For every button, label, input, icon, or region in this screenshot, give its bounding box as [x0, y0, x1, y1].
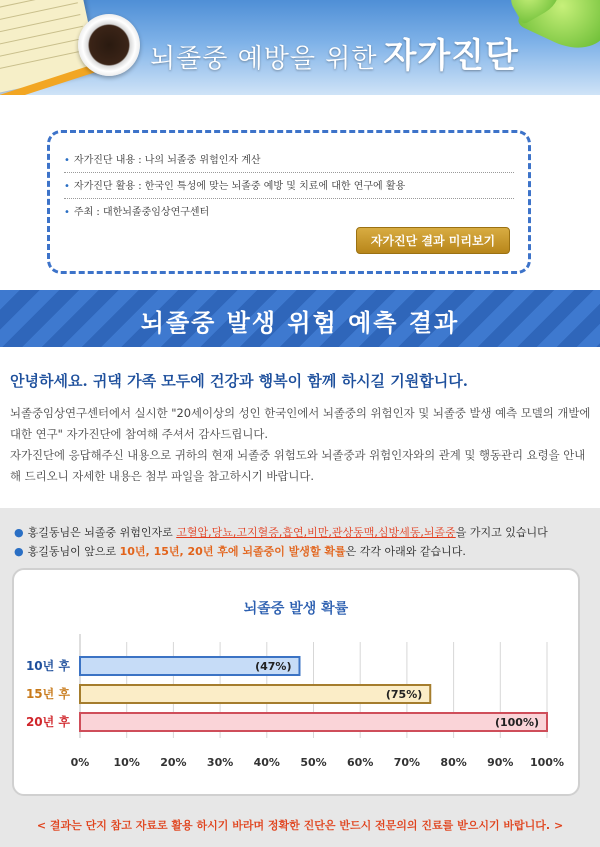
- x-tick-label: 20%: [160, 756, 187, 769]
- title-bold: 자가진단: [383, 36, 519, 76]
- risk-factor-prefix: 홍길동님은 뇌졸중 위험인자로: [27, 526, 177, 539]
- probability-prefix: 홍길동님이 앞으로: [27, 545, 120, 558]
- disclaimer-note: < 결과는 단지 참고 자료로 활용 하시기 바라며 정확한 진단은 반드시 전문의의 진료를 받으시기 바랍니다. >: [36, 819, 564, 832]
- result-title: 뇌졸중 발생 위험 예측 결과: [140, 309, 460, 337]
- preview-result-button[interactable]: 자가진단 결과 미리보기: [356, 227, 510, 254]
- chart-title: 뇌졸중 발생 확률: [243, 601, 349, 617]
- bullet-icon: ●: [14, 526, 24, 539]
- x-tick-label: 90%: [487, 756, 514, 769]
- x-tick-label: 100%: [530, 756, 564, 769]
- bullet-icon: •: [64, 207, 70, 218]
- data-label: (47%): [255, 660, 292, 673]
- probability-chart: [14, 570, 578, 794]
- category-label: 10년 후: [25, 659, 70, 673]
- header-banner: [0, 0, 600, 95]
- data-label: (75%): [385, 688, 423, 701]
- info-row-text: 자가진단 활용 : 한국인 특성에 맞는 뇌졸중 예방 및 치료에 대한 연구에 활용: [73, 181, 406, 192]
- risk-factor-line: [14, 524, 548, 540]
- probability-line: [14, 543, 466, 559]
- x-tick-label: 30%: [206, 756, 234, 769]
- category-label: 15년 후: [25, 687, 70, 701]
- title-prefix: 뇌졸중 예방을 위한: [150, 44, 378, 74]
- guide-paragraph: 자가진단에 응답해주신 내용으로 귀하의 현재 뇌졸중 위험도와 뇌졸중과 위험인자와의 관계 및 행동관리 요령을 안내해 드리오니 자세한 내용은 첨부 파일을 참고하시기 바랍니다.: [10, 448, 586, 483]
- x-tick-label: 40%: [253, 756, 280, 769]
- risk-factor-suffix: 을 가지고 있습니다: [455, 526, 548, 539]
- bar: [80, 685, 430, 703]
- probability-suffix: 은 각각 아래와 같습니다.: [345, 545, 466, 558]
- probability-highlight: 10년, 15년, 20년 후에 뇌졸중이 발생할 확률: [119, 545, 346, 558]
- x-tick-label: 50%: [300, 756, 327, 769]
- x-tick-label: 0%: [70, 756, 90, 769]
- intro-paragraph: 뇌졸중임상연구센터에서 실시한 "20세이상의 성인 한국인에서 뇌졸중의 위험인자 및 뇌졸중 발생 예측 모델의 개발에 대한 연구" 자가진단에 참여해 주셔서 감사드립니다.: [10, 406, 591, 441]
- x-tick-label: 60%: [347, 756, 374, 769]
- chart-container: [12, 568, 580, 796]
- page-title: [150, 28, 519, 77]
- category-label: 20년 후: [25, 715, 70, 729]
- bar: [80, 713, 547, 731]
- x-tick-label: 10%: [113, 756, 140, 769]
- coffee-cup-image: [78, 14, 140, 76]
- info-row: [64, 203, 514, 224]
- bullet-icon: ●: [14, 545, 24, 558]
- x-tick-label: 80%: [440, 756, 467, 769]
- greeting-text: 안녕하세요. 귀댁 가족 모두에 건강과 행복이 함께 하시길 기원합니다.: [10, 372, 468, 390]
- info-row-text: 주최 : 대한뇌졸중임상연구센터: [73, 207, 210, 218]
- info-row: [64, 177, 514, 199]
- bullet-icon: •: [64, 155, 70, 166]
- x-tick-label: 70%: [393, 756, 421, 769]
- info-row: [64, 151, 514, 173]
- bullet-icon: •: [64, 181, 70, 192]
- risk-factor-list: 고혈압,당뇨,고지혈증,흡연,비만,관상동맥,심방세동,뇌졸중: [176, 526, 456, 539]
- data-label: (100%): [494, 716, 539, 729]
- info-row-text: 자가진단 내용 : 나의 뇌졸중 위험인자 계산: [73, 155, 261, 166]
- result-banner: [0, 290, 600, 347]
